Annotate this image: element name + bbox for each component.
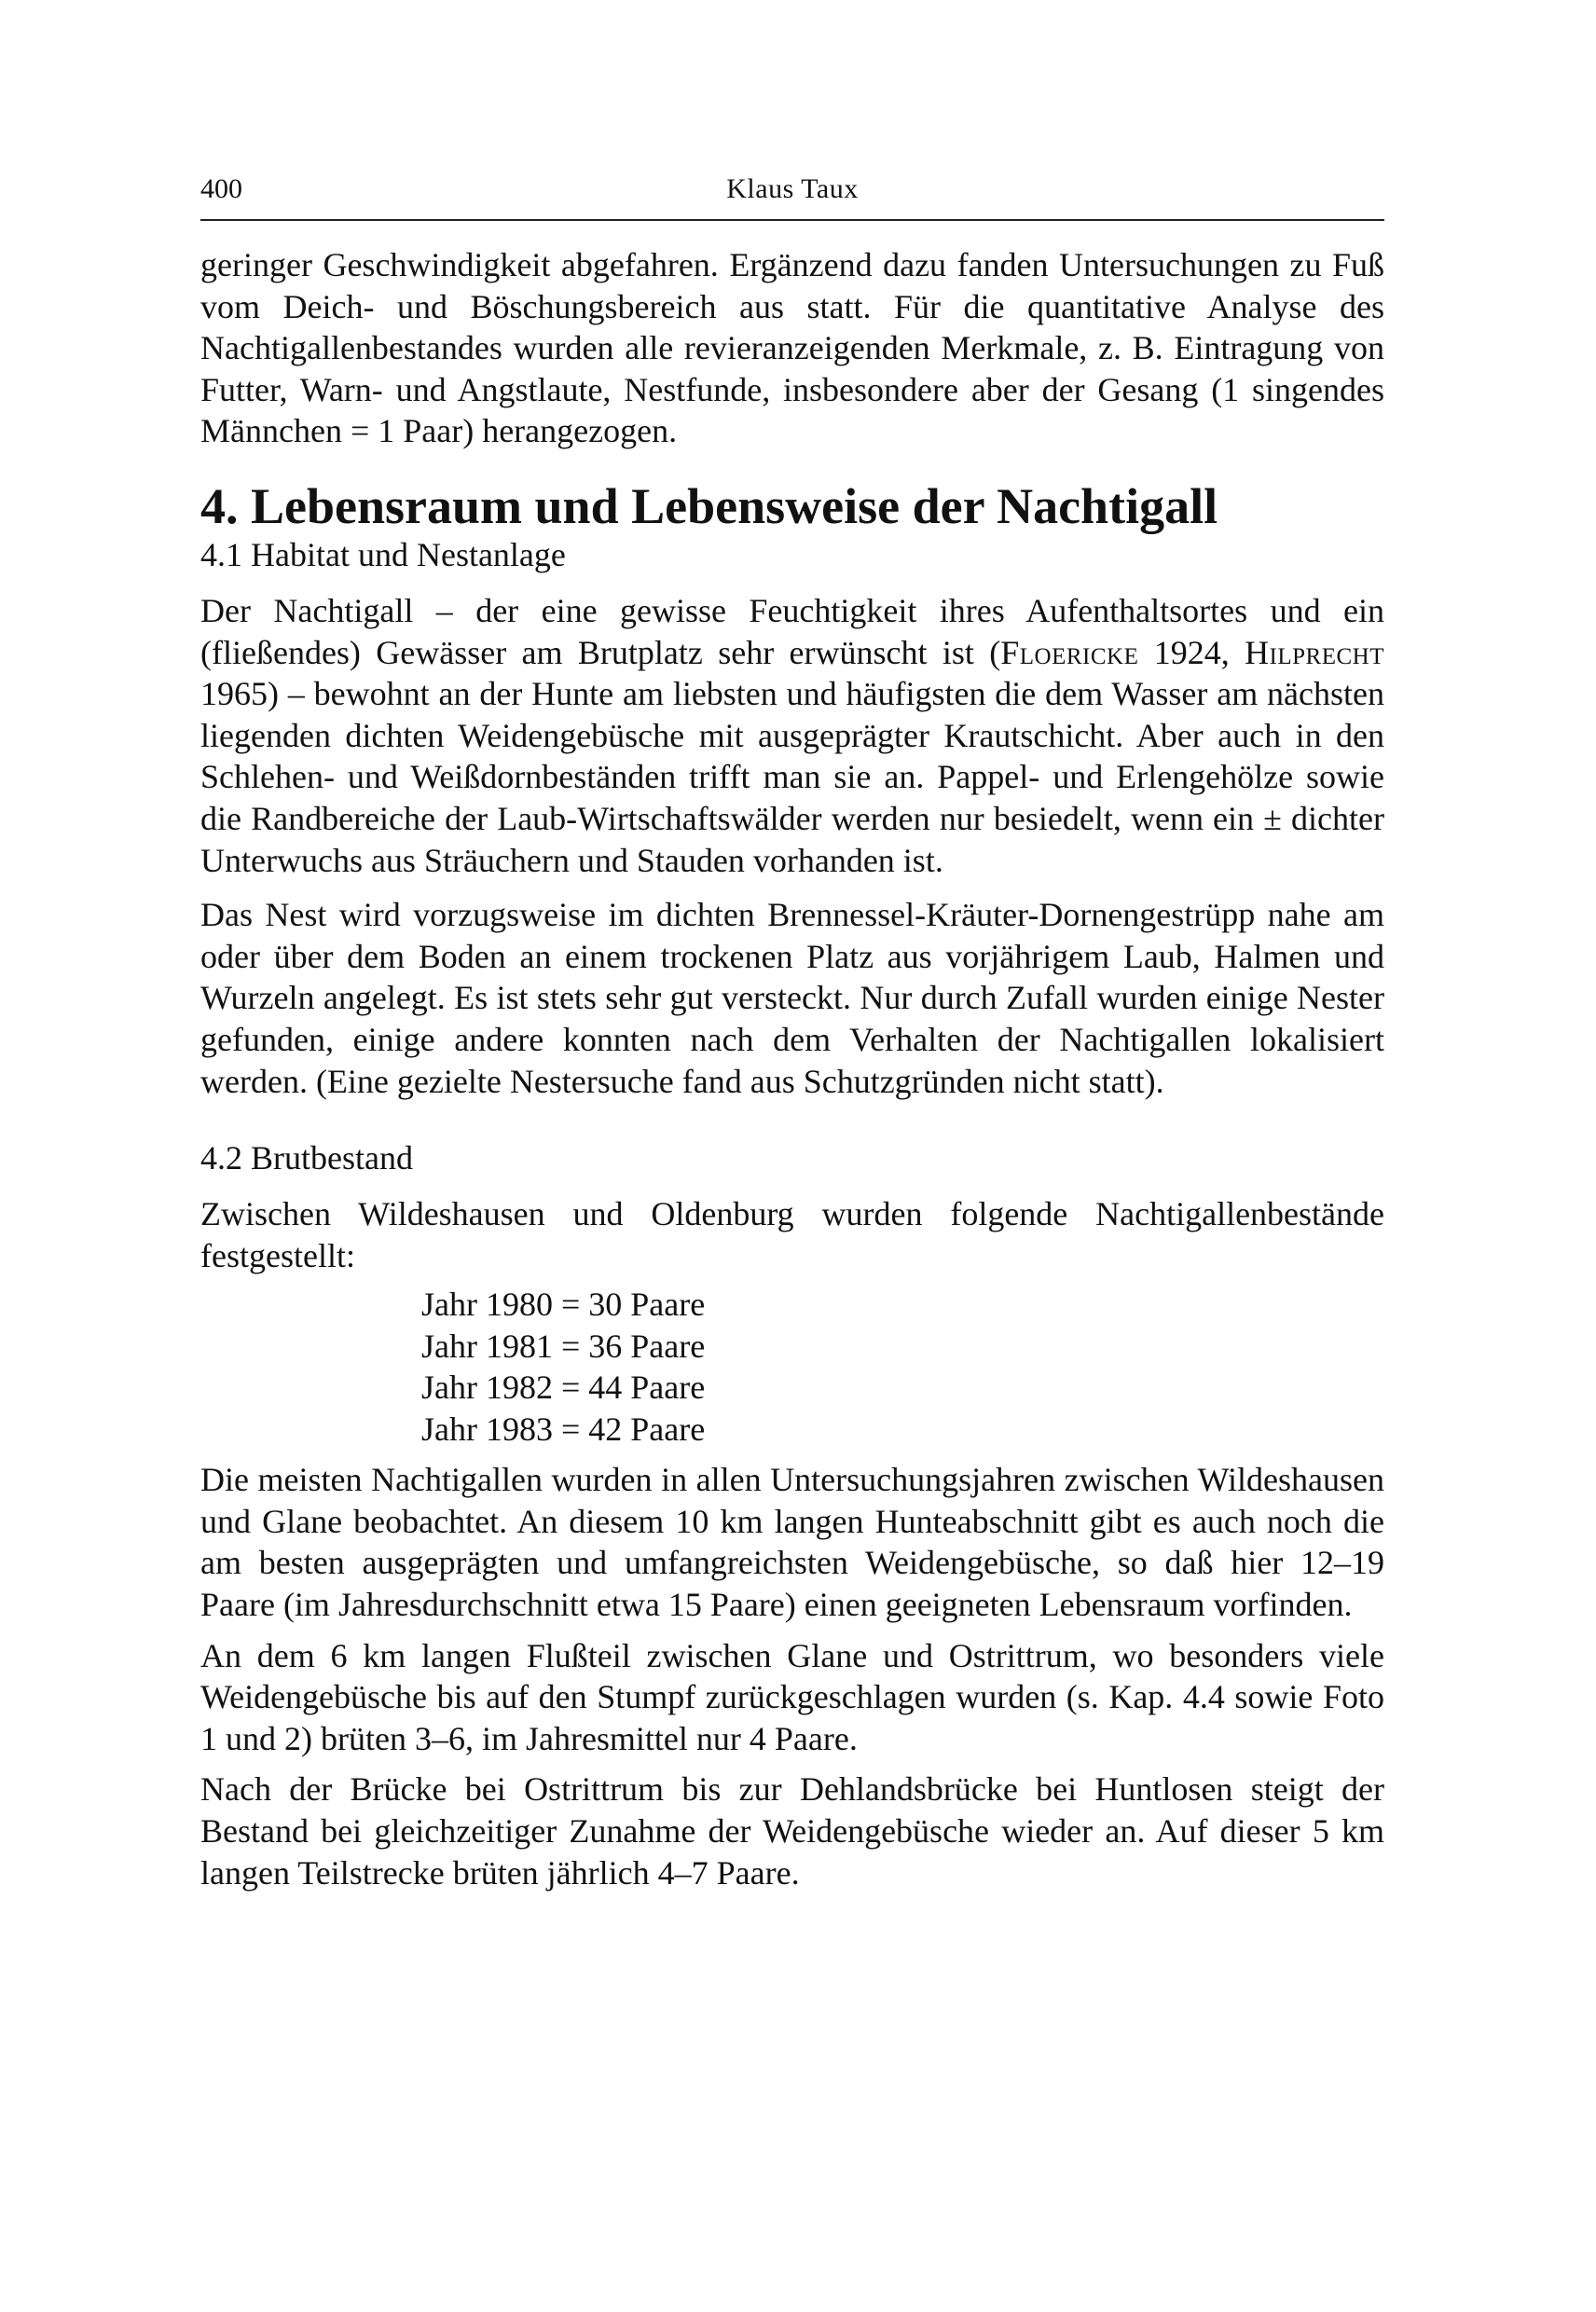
habitat-text-part1: Der Nachtigall – der eine gewisse Feuchtigkeit ihres Aufenthaltsortes und ein (fließendes) Gewässer am Brutplatz sehr erwünscht ist ( [200, 591, 1384, 671]
brutbestand-paragraph-2: An dem 6 km langen Flußteil zwischen Glane und Ostrittrum, wo besonders viele Weidengebüsche bis auf den Stumpf zurückgeschlagen wurden (s. Kap. 4.4 sowie Foto 1 und 2) brüten 3–6, im Jahresmittel nur 4 Paare. [200, 1636, 1384, 1757]
header-rule [200, 219, 1384, 221]
citation-floericke: Floericke [1000, 633, 1139, 671]
page-number: 400 [200, 173, 242, 204]
yearly-count-row: Jahr 1982 = 44 Paare [421, 1369, 706, 1407]
subsection-heading-habitat: 4.1 Habitat und Nestanlage [200, 535, 566, 573]
section-heading: 4. Lebensraum und Lebensweise der Nachtigall [200, 477, 1218, 534]
subsection-heading-brutbestand: 4.2 Brutbestand [200, 1139, 413, 1177]
intro-paragraph: geringer Geschwindigkeit abgefahren. Ergänzend dazu fanden Untersuchungen zu Fuß vom Deich- und Böschungsbereich aus statt. Für die quantitative Analyse des Nachtigallenbestandes wurden alle revieranzeigenden Merkmale, z. B. Eintragung von Futter, Warn- und Angstlaute, Nestfunde, insbesondere aber der Gesang (1 singendes Männchen = 1 Paar) herangezogen. [200, 246, 1384, 450]
brutbestand-paragraph-3: Nach der Brücke bei Ostrittrum bis zur Dehlandsbrücke bei Huntlosen steigt der Bestand bei gleichzeitiger Zunahme der Weidengebüsche wieder an. Auf dieser 5 km langen Teilstrecke brüten jährlich 4–7 Paare. [200, 1770, 1384, 1892]
habitat-text-part2: 1965) – bewohnt an der Hunte am liebsten und häufigsten die dem Wasser am nächsten liegenden dichten Weidengebüsche mit ausgeprägter Krautschicht. Aber auch in den Schlehen- und Weißdornbeständen trifft man sie an. Pappel- und Erlengehölze sowie die Randbereiche der Laub-Wirtschaftswälder werden nur besiedelt, wenn ein ± dichter Unterwuchs aus Sträuchern und Stauden vorhanden ist. [200, 675, 1384, 879]
yearly-counts-list [421, 1284, 1384, 1450]
nest-paragraph: Das Nest wird vorzugsweise im dichten Brennessel-Kräuter-Dornengestrüpp nahe am oder über dem Boden an einem trockenen Platz aus vorjährigem Laub, Halmen und Wurzeln angelegt. Es ist stets sehr gut versteckt. Nur durch Zufall wurden einige Nester gefunden, einige andere konnten nach dem Verhalten der Nachtigallen lokalisiert werden. (Eine gezielte Nestersuche fand aus Schutzgründen nicht statt). [200, 896, 1384, 1100]
citation-year-1924: 1924, [1138, 633, 1245, 671]
yearly-count-row: Jahr 1980 = 30 Paare [421, 1286, 706, 1324]
habitat-paragraph [200, 590, 1384, 881]
brutbestand-paragraph-1: Die meisten Nachtigallen wurden in allen Untersuchungsjahren zwischen Wildeshausen und Glane beobachtet. An diesem 10 km langen Hunteabschnitt gibt es auch noch die am besten ausgeprägten und umfangreichsten Weidengebüsche, so daß hier 12–19 Paare (im Jahresdurchschnitt etwa 15 Paare) einen geeigneten Lebensraum vorfinden. [200, 1461, 1384, 1624]
running-head: Klaus Taux [726, 173, 859, 204]
citation-hilprecht: Hilprecht [1245, 633, 1385, 671]
yearly-count-row: Jahr 1981 = 36 Paare [421, 1327, 706, 1365]
brutbestand-intro: Zwischen Wildeshausen und Oldenburg wurden folgende Nachtigallenbestände festgestellt: [200, 1195, 1384, 1274]
page-header [200, 168, 1384, 214]
page-body [200, 244, 1384, 1893]
yearly-count-row: Jahr 1983 = 42 Paare [421, 1410, 706, 1448]
